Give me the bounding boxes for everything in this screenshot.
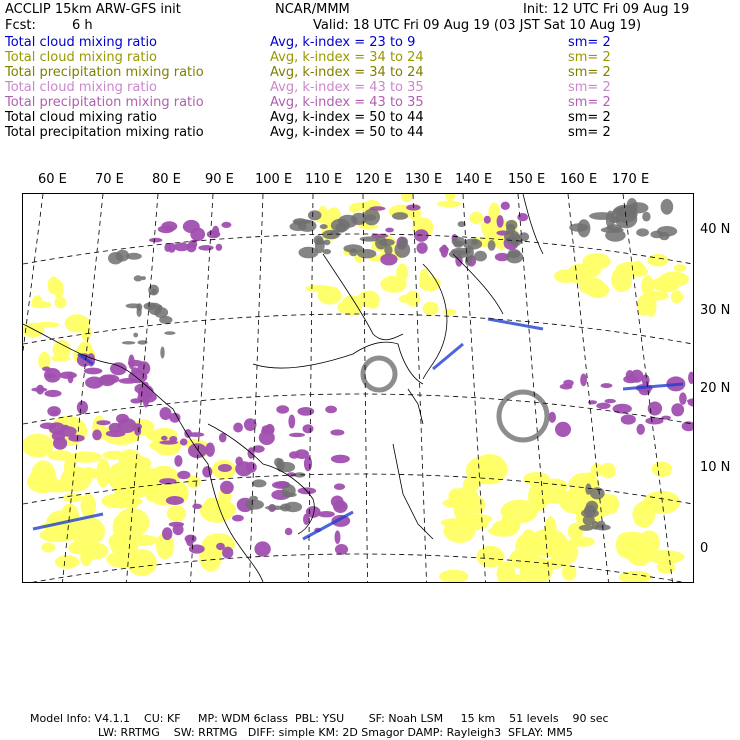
legend-avg: Avg, k-index = 34 to 24 bbox=[270, 65, 424, 80]
longitude-label: 90 E bbox=[205, 172, 234, 187]
yellow-cloud-area bbox=[437, 201, 462, 208]
purple-precip-area bbox=[232, 515, 244, 522]
purple-precip-area bbox=[333, 501, 346, 509]
yellow-cloud-area bbox=[401, 194, 413, 202]
purple-precip-area bbox=[385, 228, 394, 233]
legend-field: Total cloud mixing ratio bbox=[5, 80, 158, 95]
purple-precip-area bbox=[40, 423, 56, 430]
purple-precip-area bbox=[501, 202, 510, 210]
typhoon-band bbox=[363, 358, 395, 390]
purple-precip-area bbox=[233, 423, 243, 433]
purple-precip-area bbox=[297, 407, 314, 416]
yellow-cloud-area bbox=[78, 467, 99, 479]
forecast-map bbox=[22, 193, 694, 583]
purple-precip-area bbox=[335, 544, 348, 555]
gray-cloud-area bbox=[144, 302, 157, 310]
purple-precip-area bbox=[246, 462, 257, 473]
gray-cloud-area bbox=[577, 219, 590, 237]
latitude-gridline bbox=[23, 314, 693, 344]
purple-precip-area bbox=[688, 372, 693, 384]
purple-precip-area bbox=[149, 238, 162, 243]
yellow-cloud-area bbox=[439, 570, 468, 582]
purple-precip-area bbox=[198, 245, 213, 251]
gray-cloud-area bbox=[280, 504, 291, 512]
gray-cloud-area bbox=[160, 347, 164, 359]
purple-precip-area bbox=[605, 399, 616, 403]
legend-field: Total cloud mixing ratio bbox=[5, 35, 158, 50]
purple-precip-area bbox=[116, 414, 129, 424]
gray-cloud-area bbox=[579, 525, 594, 531]
gray-cloud-area bbox=[466, 246, 474, 260]
yellow-cloud-area bbox=[167, 505, 187, 521]
purple-precip-area bbox=[497, 215, 504, 228]
purple-precip-area bbox=[580, 374, 587, 387]
gray-cloud-area bbox=[586, 501, 598, 513]
purple-precip-area bbox=[161, 221, 177, 231]
gray-cloud-area bbox=[636, 228, 649, 236]
yellow-cloud-area bbox=[470, 496, 485, 514]
purple-precip-area bbox=[318, 511, 335, 517]
purple-precip-area bbox=[330, 429, 344, 435]
yellow-cloud-area bbox=[318, 286, 342, 304]
purple-precip-area bbox=[161, 436, 168, 441]
yellow-cloud-area bbox=[130, 456, 152, 470]
gray-cloud-area bbox=[133, 333, 138, 338]
purple-precip-area bbox=[131, 367, 139, 374]
purple-precip-area bbox=[189, 544, 205, 553]
gray-cloud-area bbox=[323, 240, 330, 246]
purple-precip-area bbox=[334, 483, 345, 490]
longitude-label: 150 E bbox=[508, 172, 546, 187]
longitude-label: 70 E bbox=[95, 172, 124, 187]
longitude-gridline bbox=[518, 194, 550, 582]
purple-precip-area bbox=[335, 530, 341, 544]
yellow-cloud-area bbox=[103, 451, 126, 460]
purple-precip-area bbox=[285, 528, 293, 536]
yellow-cloud-area bbox=[127, 549, 157, 576]
purple-precip-area bbox=[621, 414, 636, 424]
latitude-label: 0 bbox=[700, 541, 709, 556]
purple-precip-area bbox=[276, 405, 289, 413]
yellow-cloud-area bbox=[632, 261, 643, 272]
gray-cloud-area bbox=[583, 515, 595, 525]
yellow-cloud-area bbox=[48, 277, 61, 295]
purple-precip-area bbox=[169, 413, 180, 423]
coastline bbox=[253, 342, 423, 384]
purple-precip-area bbox=[555, 422, 571, 437]
legend-sm: sm= 2 bbox=[568, 125, 611, 140]
gray-cloud-area bbox=[452, 237, 466, 246]
purple-precip-area bbox=[222, 547, 233, 559]
purple-precip-area bbox=[380, 254, 397, 266]
gray-cloud-area bbox=[519, 232, 529, 241]
yellow-cloud-area bbox=[41, 542, 55, 552]
purple-precip-area bbox=[630, 370, 643, 383]
purple-precip-area bbox=[159, 440, 178, 444]
yellow-cloud-area bbox=[444, 519, 476, 543]
yellow-cloud-area bbox=[528, 482, 549, 511]
latitude-label: 20 N bbox=[700, 381, 731, 396]
gray-cloud-area bbox=[506, 224, 515, 235]
gray-cloud-area bbox=[293, 218, 307, 225]
gray-cloud-area bbox=[657, 226, 677, 237]
valid-time: Valid: 18 UTC Fri 09 Aug 19 (03 JST Sat 10 Aug 19) bbox=[313, 18, 642, 33]
purple-precip-area bbox=[77, 401, 88, 414]
purple-precip-area bbox=[637, 424, 645, 435]
yellow-cloud-area bbox=[399, 295, 411, 303]
longitude-label: 60 E bbox=[38, 172, 67, 187]
purple-precip-area bbox=[130, 398, 141, 403]
coastline bbox=[408, 389, 423, 424]
purple-precip-area bbox=[221, 222, 231, 228]
purple-precip-area bbox=[325, 406, 337, 414]
purple-precip-area bbox=[517, 213, 528, 221]
longitude-label: 170 E bbox=[612, 172, 650, 187]
purple-precip-area bbox=[109, 423, 122, 433]
purple-precip-area bbox=[289, 433, 305, 437]
yellow-cloud-area bbox=[81, 324, 92, 340]
gray-cloud-area bbox=[141, 276, 146, 280]
legend-sm: sm= 2 bbox=[568, 80, 611, 95]
yellow-cloud-area bbox=[80, 543, 109, 560]
gray-cloud-area bbox=[308, 210, 322, 220]
legend-avg: Avg, k-index = 23 to 9 bbox=[270, 35, 416, 50]
purple-precip-area bbox=[679, 392, 687, 404]
yellow-cloud-area bbox=[515, 533, 543, 560]
yellow-cloud-area bbox=[381, 276, 407, 293]
yellow-cloud-area bbox=[579, 278, 605, 295]
gray-cloud-area bbox=[282, 492, 297, 497]
purple-precip-area bbox=[596, 403, 610, 409]
gray-cloud-area bbox=[349, 248, 357, 256]
legend-field: Total precipitation mixing ratio bbox=[5, 65, 204, 80]
typhoon-band bbox=[499, 392, 547, 440]
gray-cloud-area bbox=[661, 199, 674, 215]
purple-precip-area bbox=[96, 420, 110, 425]
purple-precip-area bbox=[36, 385, 44, 395]
gray-cloud-area bbox=[136, 303, 142, 311]
yellow-cloud-area bbox=[611, 267, 632, 292]
purple-precip-area bbox=[84, 368, 103, 375]
purple-precip-area bbox=[202, 466, 212, 477]
yellow-cloud-area bbox=[23, 323, 44, 338]
gray-cloud-area bbox=[252, 479, 267, 487]
map-canvas bbox=[23, 194, 693, 582]
legend-field: Total cloud mixing ratio bbox=[5, 50, 158, 65]
latitude-label: 30 N bbox=[700, 303, 731, 318]
purple-precip-area bbox=[59, 372, 77, 379]
purple-precip-area bbox=[295, 449, 309, 459]
yellow-cloud-area bbox=[643, 491, 680, 514]
purple-precip-area bbox=[180, 438, 188, 445]
legend-field: Total precipitation mixing ratio bbox=[5, 125, 204, 140]
purple-precip-area bbox=[205, 443, 215, 457]
purple-precip-area bbox=[671, 403, 684, 416]
gray-cloud-area bbox=[363, 209, 380, 226]
purple-precip-area bbox=[613, 404, 632, 414]
purple-precip-area bbox=[218, 464, 232, 472]
forecast-value: 6 h bbox=[72, 18, 93, 33]
purple-precip-area bbox=[174, 455, 182, 467]
legend-sm: sm= 2 bbox=[568, 95, 611, 110]
yellow-cloud-area bbox=[55, 555, 79, 569]
yellow-cloud-area bbox=[106, 496, 143, 507]
legend-avg: Avg, k-index = 34 to 24 bbox=[270, 50, 424, 65]
organization: NCAR/MMM bbox=[275, 2, 350, 17]
purple-precip-area bbox=[44, 390, 61, 397]
legend-field: Total precipitation mixing ratio bbox=[5, 95, 204, 110]
purple-precip-area bbox=[601, 383, 613, 388]
purple-precip-area bbox=[134, 423, 142, 430]
gray-cloud-area bbox=[320, 224, 328, 229]
init-time: Init: 12 UTC Fri 09 Aug 19 bbox=[523, 2, 690, 17]
purple-precip-area bbox=[484, 216, 491, 224]
yellow-cloud-area bbox=[600, 463, 616, 479]
purple-precip-area bbox=[183, 220, 200, 233]
longitude-label: 80 E bbox=[152, 172, 181, 187]
longitude-gridline bbox=[191, 194, 214, 582]
purple-precip-area bbox=[254, 541, 270, 556]
cloud-fields bbox=[23, 194, 693, 582]
purple-precip-area bbox=[212, 226, 219, 238]
gray-cloud-area bbox=[488, 240, 496, 251]
longitude-label: 160 E bbox=[560, 172, 598, 187]
purple-precip-area bbox=[188, 443, 207, 458]
legend-sm: sm= 2 bbox=[568, 110, 611, 125]
legend-avg: Avg, k-index = 50 to 44 bbox=[270, 110, 424, 125]
yellow-cloud-area bbox=[647, 254, 668, 267]
longitude-label: 140 E bbox=[455, 172, 493, 187]
yellow-cloud-area bbox=[562, 565, 577, 581]
legend-sm: sm= 2 bbox=[568, 35, 611, 50]
purple-precip-area bbox=[216, 244, 223, 251]
purple-precip-area bbox=[439, 246, 449, 253]
purple-precip-area bbox=[548, 412, 556, 423]
gray-cloud-area bbox=[151, 289, 157, 295]
yellow-cloud-area bbox=[419, 268, 429, 285]
yellow-cloud-area bbox=[469, 212, 483, 224]
yellow-cloud-area bbox=[32, 295, 43, 308]
yellow-cloud-area bbox=[23, 434, 54, 458]
yellow-cloud-area bbox=[51, 355, 71, 362]
yellow-cloud-area bbox=[423, 302, 439, 316]
yellow-cloud-area bbox=[641, 275, 653, 297]
yellow-cloud-area bbox=[616, 533, 634, 558]
purple-precip-area bbox=[100, 374, 120, 383]
gray-cloud-area bbox=[299, 247, 319, 259]
longitude-label: 110 E bbox=[305, 172, 343, 187]
gray-cloud-area bbox=[164, 331, 175, 335]
gray-cloud-area bbox=[122, 341, 136, 344]
yellow-cloud-area bbox=[646, 294, 657, 317]
legend-sm: sm= 2 bbox=[568, 50, 611, 65]
longitude-label: 130 E bbox=[405, 172, 443, 187]
purple-precip-area bbox=[162, 527, 172, 540]
purple-precip-area bbox=[288, 415, 295, 429]
yellow-cloud-area bbox=[657, 561, 675, 573]
yellow-cloud-area bbox=[674, 264, 687, 271]
yellow-cloud-area bbox=[349, 205, 359, 213]
purple-precip-area bbox=[128, 355, 134, 370]
gray-cloud-area bbox=[474, 251, 487, 262]
legend-avg: Avg, k-index = 43 to 35 bbox=[270, 80, 424, 95]
yellow-cloud-area bbox=[443, 309, 456, 316]
purple-precip-area bbox=[51, 410, 58, 415]
model-info-line1: Model Info: V4.1.1 CU: KF MP: WDM 6class PBL: YSU SF: Noah LSM 15 km 51 levels 90 sec bbox=[30, 712, 609, 725]
purple-precip-area bbox=[331, 455, 350, 464]
gray-cloud-area bbox=[274, 458, 282, 467]
gray-cloud-area bbox=[508, 249, 521, 258]
yellow-cloud-area bbox=[31, 460, 56, 491]
yellow-cloud-area bbox=[671, 290, 683, 303]
yellow-cloud-area bbox=[466, 457, 499, 485]
purple-precip-area bbox=[169, 522, 184, 527]
yellow-cloud-area bbox=[659, 272, 689, 287]
yellow-cloud-area bbox=[582, 265, 601, 277]
purple-precip-area bbox=[184, 429, 192, 438]
model-title: ACCLIP 15km ARW-GFS init bbox=[5, 2, 181, 17]
gray-cloud-area bbox=[134, 275, 143, 281]
purple-precip-area bbox=[44, 368, 61, 383]
purple-precip-area bbox=[560, 384, 573, 390]
gray-cloud-area bbox=[338, 215, 358, 228]
longitude-label: 100 E bbox=[255, 172, 293, 187]
purple-precip-area bbox=[219, 433, 227, 443]
purple-precip-area bbox=[192, 504, 202, 509]
gray-cloud-area bbox=[392, 212, 408, 220]
purple-precip-area bbox=[92, 430, 102, 441]
gray-cloud-area bbox=[605, 229, 626, 242]
legend-avg: Avg, k-index = 50 to 44 bbox=[270, 125, 424, 140]
coastline bbox=[393, 444, 433, 539]
coastline bbox=[523, 194, 543, 254]
forecast-label: Fcst: bbox=[5, 18, 36, 33]
legend-field: Total cloud mixing ratio bbox=[5, 110, 158, 125]
purple-precip-area bbox=[262, 425, 273, 432]
gray-cloud-area bbox=[116, 250, 130, 262]
blue-cloud-streak bbox=[488, 319, 543, 329]
purple-precip-area bbox=[174, 243, 189, 252]
purple-precip-area bbox=[166, 496, 184, 505]
legend-avg: Avg, k-index = 43 to 35 bbox=[270, 95, 424, 110]
purple-precip-area bbox=[220, 481, 234, 494]
purple-precip-area bbox=[53, 437, 67, 450]
gray-cloud-area bbox=[154, 307, 168, 318]
purple-precip-area bbox=[177, 471, 190, 479]
longitude-gridline bbox=[250, 194, 264, 582]
yellow-cloud-area bbox=[550, 540, 578, 566]
gray-cloud-area bbox=[642, 212, 650, 222]
model-info-line2: LW: RRTMG SW: RRTMG DIFF: simple KM: 2D Smagor DAMP: Rayleigh3 SFLAY: MM5 bbox=[98, 726, 573, 739]
yellow-cloud-area bbox=[55, 297, 67, 309]
gray-cloud-area bbox=[399, 237, 408, 247]
latitude-label: 40 N bbox=[700, 222, 731, 237]
gray-cloud-area bbox=[249, 496, 258, 501]
purple-precip-area bbox=[417, 242, 428, 254]
legend-sm: sm= 2 bbox=[568, 65, 611, 80]
yellow-cloud-area bbox=[652, 462, 673, 477]
yellow-cloud-area bbox=[367, 300, 378, 309]
purple-precip-area bbox=[303, 424, 314, 433]
gray-cloud-area bbox=[245, 500, 264, 510]
gray-cloud-area bbox=[378, 239, 395, 246]
longitude-label: 120 E bbox=[355, 172, 393, 187]
latitude-label: 10 N bbox=[700, 460, 731, 475]
yellow-cloud-area bbox=[502, 512, 517, 531]
